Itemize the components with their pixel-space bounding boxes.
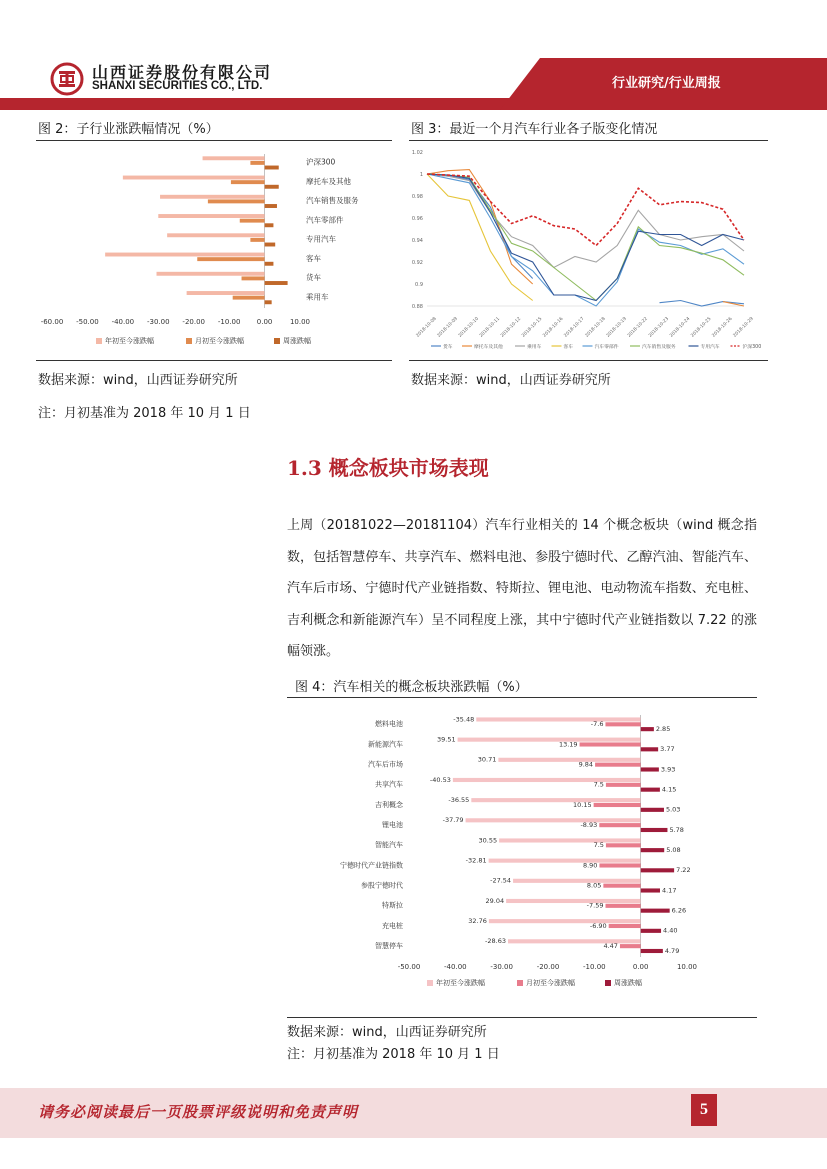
bar-2-4	[641, 808, 664, 812]
x-tick-label: -40.00	[111, 318, 135, 326]
bar-2-3	[641, 788, 660, 792]
series-line	[427, 174, 744, 268]
data-label: 5.78	[669, 825, 684, 834]
legend-swatch	[605, 980, 611, 986]
bar-1-2	[208, 199, 265, 203]
data-label: 32.76	[468, 916, 487, 925]
footer-disclaimer: 请务必阅读最后一页股票评级说明和免责声明	[38, 1103, 359, 1121]
legend-label: 周涨跌幅	[614, 979, 642, 987]
x-tick-label: -50.00	[397, 963, 421, 971]
x-tick-label: 2018-10-11	[479, 316, 502, 339]
company-logo	[50, 62, 84, 96]
bar-2-4	[265, 243, 276, 247]
bar-0-6	[499, 838, 641, 842]
x-tick-label: 2018-10-18	[584, 316, 607, 339]
x-tick-label: -10.00	[583, 963, 606, 971]
category-label: 乘用车	[306, 292, 329, 302]
caption-rule	[409, 360, 768, 361]
x-tick-label: 10.00	[289, 318, 311, 326]
bar-1-10	[609, 924, 641, 928]
data-label: -37.79	[442, 816, 464, 825]
caption-rule	[287, 1017, 757, 1018]
bar-1-1	[231, 180, 265, 184]
data-label: 30.55	[478, 836, 498, 845]
x-tick-label: 2018-10-17	[563, 316, 586, 339]
data-label: 7.5	[593, 841, 604, 850]
bar-1-5	[197, 257, 264, 261]
legend-label: 汽车零部件	[594, 345, 619, 350]
bar-1-0	[250, 161, 264, 165]
data-label: 10.15	[573, 800, 592, 809]
section-paragraph: 上周（20181022—20181104）汽车行业相关的 14 个概念板块（wind 概念指数，包括智慧停车、共享汽车、燃料电池、参股宁德时代、乙醇汽油、智能汽车、汽车后市场、宁德时代产业链指数、特斯拉、锂电池、电动物流车指数、充电桩、吉利概念和新能源汽车）呈不同程度上涨，其中宁德时代产业链指数以 7.22 的涨幅领涨。	[287, 518, 757, 659]
figure3-caption: 图 3：最近一个月汽车行业各子版变化情况	[411, 122, 658, 137]
x-tick-label: -60.00	[40, 318, 64, 326]
legend-label: 货车	[443, 345, 453, 350]
bar-0-7	[489, 859, 641, 863]
section-title: 1.3 概念板块市场表现	[287, 456, 489, 480]
bar-2-9	[641, 909, 670, 913]
x-tick-label: 0.00	[632, 963, 649, 971]
data-label: 13.19	[558, 740, 578, 749]
bar-0-0	[203, 156, 265, 160]
x-tick-label: 0.00	[256, 318, 273, 326]
bar-1-2	[595, 763, 641, 767]
bar-0-0	[476, 717, 640, 721]
category-label: 燃料电池	[375, 720, 403, 729]
bar-1-7	[233, 296, 265, 300]
bar-2-2	[265, 204, 277, 208]
bar-2-8	[641, 888, 660, 892]
legend-swatch	[96, 338, 102, 344]
bar-0-2	[498, 758, 640, 762]
legend-swatch	[517, 980, 523, 986]
bar-1-4	[594, 803, 641, 807]
bar-1-3	[606, 783, 641, 787]
bar-0-3	[453, 778, 641, 782]
figure2-note: 注：月初基准为 2018 年 10 月 1 日	[38, 406, 251, 421]
figure3-chart	[409, 142, 768, 360]
legend-label: 年初至今涨跌幅	[105, 337, 154, 345]
data-label: -8.93	[580, 820, 598, 829]
figure4-caption: 图 4：汽车相关的概念板块涨跌幅（%）	[295, 680, 528, 695]
x-tick-label: 2018-10-24	[669, 316, 692, 339]
x-tick-label: 2018-10-12	[500, 316, 523, 339]
caption-rule	[287, 697, 757, 698]
x-tick-label: 2018-10-19	[605, 316, 628, 339]
figure4-chart	[287, 699, 757, 1017]
legend-swatch	[186, 338, 192, 344]
x-tick-label: 2018-10-08	[415, 316, 438, 339]
bar-2-3	[265, 223, 274, 227]
legend-label: 沪深300	[742, 345, 762, 350]
bar-0-5	[466, 818, 641, 822]
data-label: 3.77	[660, 745, 675, 754]
y-tick-label: 1.02	[411, 150, 423, 156]
bar-2-0	[265, 166, 279, 170]
bar-1-0	[605, 722, 640, 726]
data-label: -27.54	[490, 876, 512, 885]
category-label: 客车	[306, 253, 321, 263]
caption-rule	[36, 140, 392, 141]
data-label: 39.51	[436, 735, 456, 744]
bar-2-1	[641, 747, 658, 751]
data-label: -7.6	[590, 720, 604, 729]
data-label: 4.40	[663, 926, 678, 935]
category-label: 智慧停车	[375, 941, 403, 950]
bar-0-6	[157, 272, 265, 276]
bar-1-9	[605, 904, 640, 908]
y-tick-label: 1	[419, 172, 423, 178]
data-label: -28.63	[485, 937, 507, 946]
data-label: 4.17	[661, 886, 677, 895]
x-tick-label: 2018-10-22	[626, 316, 649, 339]
x-tick-label: -30.00	[490, 963, 513, 971]
data-label: 7.22	[676, 866, 691, 875]
bar-0-4	[167, 233, 264, 237]
bar-0-1	[123, 176, 265, 180]
category-label: 专用汽车	[306, 234, 336, 244]
data-label: 9.84	[578, 760, 594, 769]
x-tick-label: -30.00	[146, 318, 170, 326]
bar-2-0	[641, 727, 654, 731]
data-label: 5.08	[666, 845, 681, 854]
bar-1-6	[242, 276, 265, 280]
x-tick-label: 2018-10-10	[457, 316, 480, 339]
y-tick-label: 0.9	[415, 282, 423, 288]
category-label: 充电桩	[382, 921, 403, 930]
legend-label: 月初至今涨跌幅	[526, 979, 575, 987]
bar-2-2	[641, 767, 659, 771]
data-label: 6.26	[671, 906, 687, 915]
category-label: 摩托车及其他	[306, 176, 351, 186]
legend-swatch	[274, 338, 280, 344]
bar-0-3	[158, 214, 264, 218]
x-tick-label: -20.00	[536, 963, 560, 971]
category-label: 汽车零部件	[306, 215, 344, 225]
bar-2-1	[265, 185, 279, 189]
x-tick-label: 2018-10-16	[542, 316, 565, 339]
bar-2-6	[641, 848, 665, 852]
series-line	[427, 174, 744, 306]
data-label: 7.5	[593, 780, 604, 789]
category-label: 汽车后市场	[368, 760, 403, 769]
category-label: 锂电池	[382, 820, 403, 829]
legend-label: 摩托车及其他	[474, 345, 503, 350]
bar-0-5	[105, 253, 264, 257]
bar-2-5	[641, 828, 668, 832]
x-tick-label: 10.00	[676, 963, 698, 971]
x-tick-label: 2018-10-25	[690, 316, 713, 339]
x-tick-label: 2018-10-09	[436, 316, 459, 339]
bar-1-6	[606, 843, 641, 847]
data-label: -7.59	[586, 901, 604, 910]
data-label: 4.47	[603, 941, 618, 950]
series-line	[427, 174, 744, 306]
category-label: 特斯拉	[382, 901, 403, 910]
y-tick-label: 0.92	[411, 260, 423, 266]
bar-1-4	[250, 238, 264, 242]
bar-0-1	[458, 738, 641, 742]
bar-2-10	[641, 929, 661, 933]
data-label: 8.90	[582, 861, 598, 870]
y-tick-label: 0.88	[411, 304, 423, 310]
bar-0-7	[187, 291, 265, 295]
category-label: 参股宁德时代	[361, 881, 403, 890]
figure4-note: 注：月初基准为 2018 年 10 月 1 日	[287, 1047, 500, 1062]
bar-0-10	[489, 919, 641, 923]
y-tick-label: 0.96	[411, 216, 423, 222]
bar-1-3	[240, 219, 265, 223]
y-tick-label: 0.94	[411, 238, 423, 244]
data-label: 2.85	[655, 724, 671, 733]
x-tick-label: 2018-10-29	[732, 316, 755, 339]
category-label: 新能源汽车	[368, 740, 403, 749]
x-tick-label: 2018-10-26	[711, 316, 734, 339]
legend-swatch	[427, 980, 433, 986]
category-label: 共享汽车	[375, 780, 403, 789]
company-name-en: SHANXI SECURITIES CO., LTD.	[92, 80, 263, 92]
data-label: 4.15	[661, 785, 677, 794]
bar-0-2	[160, 195, 265, 199]
x-tick-label: 2018-10-15	[521, 316, 544, 339]
legend-label: 汽车销售及服务	[642, 345, 676, 350]
bar-2-11	[641, 949, 663, 953]
category-label: 吉利概念	[375, 800, 403, 809]
bar-1-5	[599, 823, 640, 827]
x-tick-label: -20.00	[182, 318, 206, 326]
bar-2-5	[265, 262, 274, 266]
data-label: 4.79	[664, 946, 680, 955]
data-label: 29.04	[485, 896, 505, 905]
data-label: 30.71	[477, 755, 497, 764]
legend-label: 客车	[563, 345, 574, 350]
category-label: 智能汽车	[375, 841, 403, 850]
data-label: -36.55	[448, 795, 470, 804]
bar-0-8	[513, 879, 641, 883]
company-name-cn: 山西证券股份有限公司	[92, 63, 273, 82]
category-label: 货车	[306, 273, 321, 283]
x-tick-label: -40.00	[444, 963, 467, 971]
bar-2-7	[265, 300, 272, 304]
bar-2-6	[265, 281, 288, 285]
figure2-source: 数据来源：wind，山西证券研究所	[38, 373, 238, 388]
figure2-caption: 图 2：子行业涨跌幅情况（%）	[38, 122, 219, 137]
x-tick-label: -50.00	[76, 318, 99, 326]
data-label: -6.90	[589, 921, 607, 930]
data-label: -35.48	[453, 715, 475, 724]
legend-label: 周涨跌幅	[283, 337, 311, 345]
figure4-source: 数据来源：wind，山西证券研究所	[287, 1025, 487, 1040]
figure3-source: 数据来源：wind，山西证券研究所	[411, 373, 611, 388]
data-label: 8.05	[586, 881, 602, 890]
caption-rule	[409, 140, 768, 141]
category-label: 汽车销售及服务	[306, 196, 359, 206]
bar-0-4	[471, 798, 640, 802]
data-label: 3.93	[660, 765, 676, 774]
legend-label: 月初至今涨跌幅	[195, 337, 244, 345]
x-tick-label: -10.00	[217, 318, 241, 326]
legend-label: 年初至今涨跌幅	[436, 979, 485, 987]
bar-1-7	[599, 863, 640, 867]
data-label: -40.53	[429, 775, 451, 784]
section-label: 行业研究/行业周报	[612, 76, 721, 91]
data-label: -32.81	[465, 856, 487, 865]
bar-1-1	[580, 742, 641, 746]
category-label: 沪深300	[306, 157, 336, 167]
caption-rule	[36, 360, 392, 361]
figure2-chart	[36, 142, 392, 360]
bar-0-9	[506, 899, 641, 903]
legend-label: 乘用车	[527, 345, 542, 350]
bar-0-11	[508, 939, 641, 943]
page-number: 5	[691, 1094, 717, 1126]
x-tick-label: 2018-10-23	[648, 316, 671, 339]
data-label: 5.03	[665, 805, 681, 814]
bar-2-7	[641, 868, 674, 872]
bar-1-8	[603, 884, 640, 888]
legend-label: 专用汽车	[700, 345, 720, 350]
category-label: 宁德时代产业链指数	[340, 861, 403, 870]
bar-1-11	[620, 944, 641, 948]
y-tick-label: 0.98	[411, 194, 423, 200]
